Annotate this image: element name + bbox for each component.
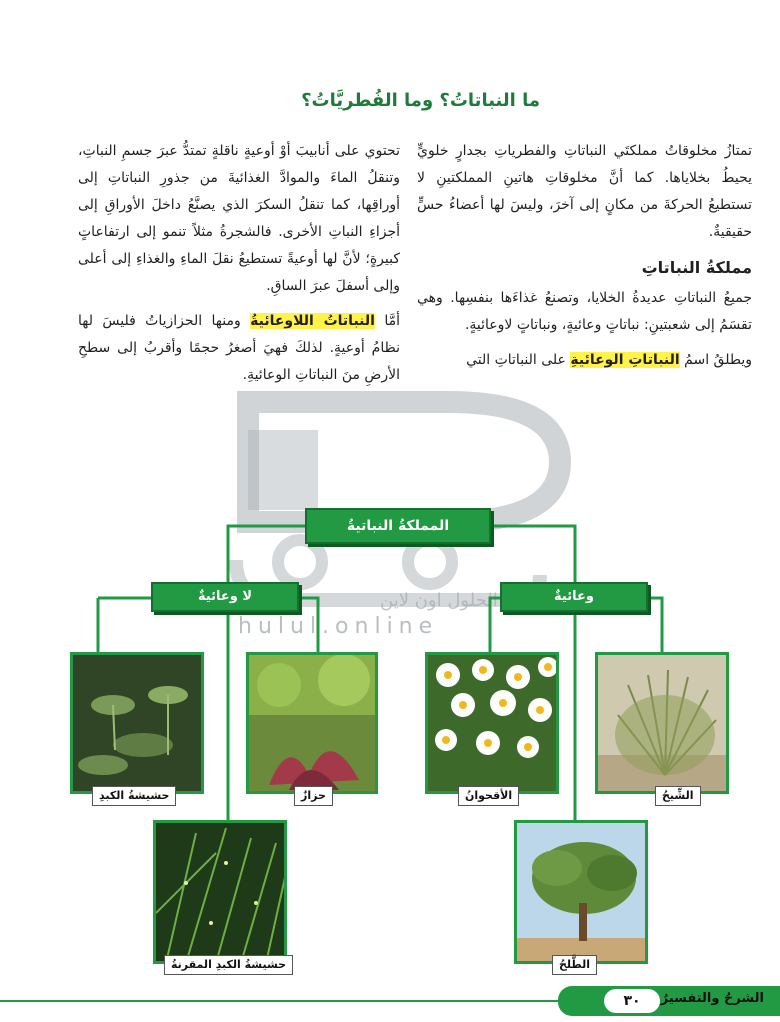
footer-tab [558, 986, 780, 1016]
hornwort-photo [153, 820, 287, 964]
intro-paragraph: تمتازُ مخلوقاتُ مملكتَي النباتاتِ والفطرياتِ بجدارٍ خلويٍّ يحيطُ بخلاياها. كما أنَّ مخلوقاتِ هاتينِ المملكتينِ لا تستطيعُ الحركةَ من مكانٍ إلى آخرَ، وليسَ لها أعضاءُ حسٍّ حقيقيةٌ. [417, 143, 752, 240]
nonvascular-text-after: ومنها الحزازياتُ فليسَ لها نظامُ أوعيةٍ. لذلكَ فهيَ أصغرُ حجمًا وأقربُ إلى سطحِ الأرضِ منَ النباتاتِ الوعائيةِ. [78, 313, 400, 383]
watermark-latin: hulul.online [238, 614, 439, 639]
wormwood-caption: الشِّيحُ [655, 786, 701, 806]
footer-section-title: الشرحُ والتفسيرُ [660, 991, 764, 1006]
footer-rule [0, 1000, 560, 1002]
section-heading: ما النباتاتُ؟ وما الفُطريَّاتُ؟ [301, 90, 540, 111]
moss-caption: حزازٌ [294, 786, 333, 806]
wormwood-photo [595, 652, 729, 794]
vascular-text-before: ويطلقُ اسمُ [684, 352, 752, 368]
chrysanthemum-image [428, 655, 559, 794]
vascular-text-after: على النباتاتِ التي [466, 352, 566, 368]
vessels-paragraph: تحتوي على أنابيبَ أوْ أوعيةٍ ناقلةٍ تمتدُّ عبرَ جسمِ النباتِ، وتنقلُ الماءَ والموادَّ الغذائيةَ من جذورِ النباتاتِ إلى أوراقِها، كما تنقلُ السكرَ الذي يصنَّعُ داخلَ الأوراقِ إلى أجزاءِ النباتِ الأخرى. فالشجرةُ مثلاً تنمو إلى ارتفاعاتٍ كبيرةٍ؛ لأنَّ لها أوعيةً تستطيعُ نقلَ الماءِ والغذاءِ إلى أعلى وإلى أسفلَ عبرَ الساقِ. [78, 143, 400, 294]
plants-paragraph: جميعُ النباتاتِ عديدةُ الخلايا، وتصنعُ غذاءَها بنفسِها. وهي تقسَمُ إلى شعبتينِ: نباتاتٍ وعائيةٍ، ونباتاتٍ لاوعائيةٍ. [417, 290, 752, 333]
nonvascular-highlight: النباتاتُ اللاوعائيةُ [250, 313, 375, 329]
moss-photo [246, 652, 378, 794]
vascular-box: وعائيةٌ [500, 582, 648, 612]
liverwort-caption: حشيشةُ الكبدِ [92, 786, 176, 806]
hornwort-image [156, 823, 287, 964]
plant-kingdom-subheading: مملكةُ النباتاتِ [641, 258, 752, 277]
liverwort-photo [70, 652, 204, 794]
chrysanthemum-caption: الأقحوانُ [458, 786, 519, 806]
acacia-photo [514, 820, 648, 964]
wormwood-image [598, 655, 729, 794]
chrysanthemum-photo [425, 652, 559, 794]
nonvascular-box: لا وعائيةٌ [151, 582, 299, 612]
page-number: ٣٠ [604, 989, 660, 1013]
nonvascular-text-before: أمَّا [384, 313, 400, 329]
acacia-caption: الطَّلحُ [552, 955, 597, 975]
moss-image [249, 655, 378, 794]
hornwort-caption: حشيشةُ الكبدِ المقرنةُ [164, 955, 293, 975]
plant-kingdom-box: المملكةُ النباتيةُ [305, 508, 491, 544]
acacia-image [517, 823, 648, 964]
vascular-highlight: النباتاتِ الوعائيةِ [570, 352, 680, 368]
watermark-arabic: الحلول اون لاين [380, 590, 498, 611]
liverwort-image [73, 655, 204, 794]
page-footer [0, 986, 780, 1016]
